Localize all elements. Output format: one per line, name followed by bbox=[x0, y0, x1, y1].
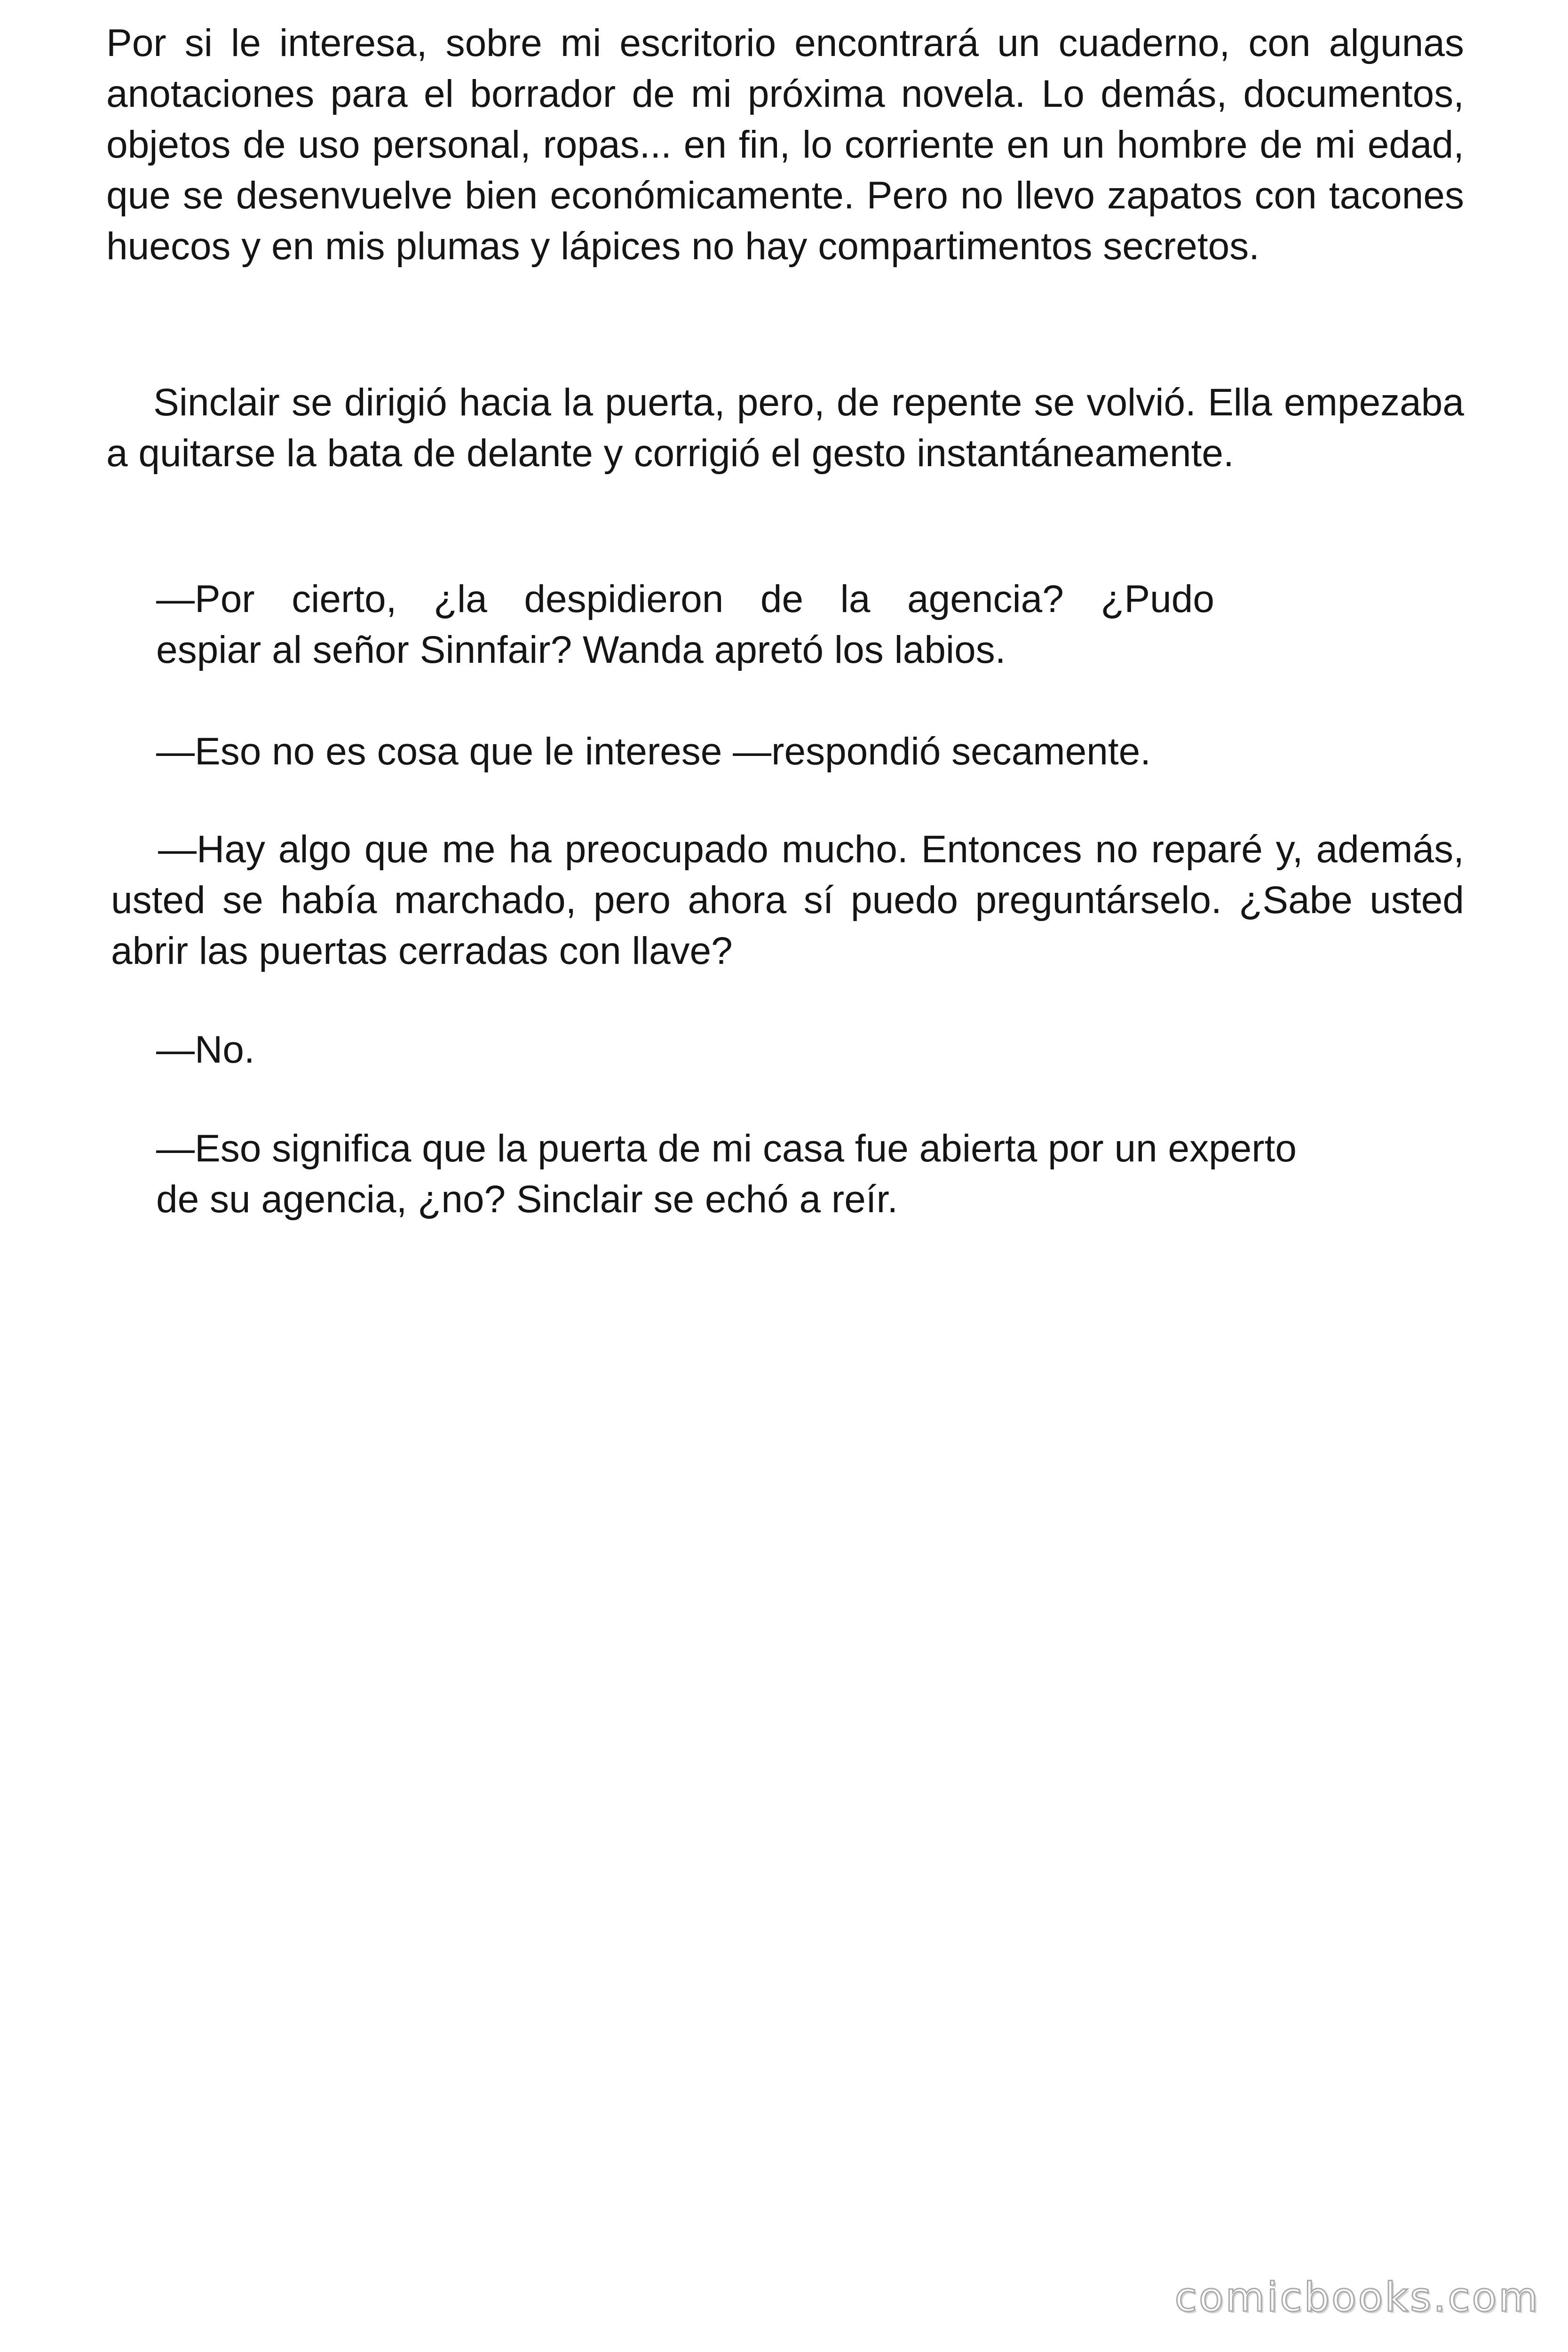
dialogue-line-1a: —Por cierto, ¿la despidieron de la agencia? ¿Pudo bbox=[156, 578, 1214, 620]
paragraph-1: Por si le interesa, sobre mi escritorio encontrará un cuaderno, con algunas anotaciones para el borrador de mi próxima novela. Lo demás, documentos, objetos de uso personal, ropas... en fin, lo corriente en un hombre de mi edad, que se desenvuelve bien económicamente. Pero no llevo zapatos con tacones huecos y en mis plumas y lápices no hay compartimentos secretos. bbox=[106, 22, 1464, 268]
dialogue-line-2: —Eso no es cosa que le interese —respondió secamente. bbox=[156, 730, 1151, 773]
dialogue-paragraph-3: —Hay algo que me ha preocupado mucho. Entonces no reparé y, además, usted se había marchado, pero ahora sí puedo preguntárselo. ¿Sabe usted abrir las puertas cerradas con llave? bbox=[111, 828, 1464, 972]
watermark-logo: comicbooks.com bbox=[1174, 2274, 1540, 2321]
dialogue-line-4: —No. bbox=[156, 1028, 255, 1071]
dialogue-line-5a: —Eso significa que la puerta de mi casa fue abierta por un experto bbox=[156, 1127, 1297, 1170]
dialogue-line-1b: espiar al señor Sinnfair? Wanda apretó los labios. bbox=[156, 628, 1006, 671]
dialogue-line-5b: de su agencia, ¿no? Sinclair se echó a reír. bbox=[156, 1178, 898, 1221]
paragraph-2: Sinclair se dirigió hacia la puerta, pero, de repente se volvió. Ella empezaba a quitarse la bata de delante y corrigió el gesto instantáneamente. bbox=[106, 381, 1464, 475]
